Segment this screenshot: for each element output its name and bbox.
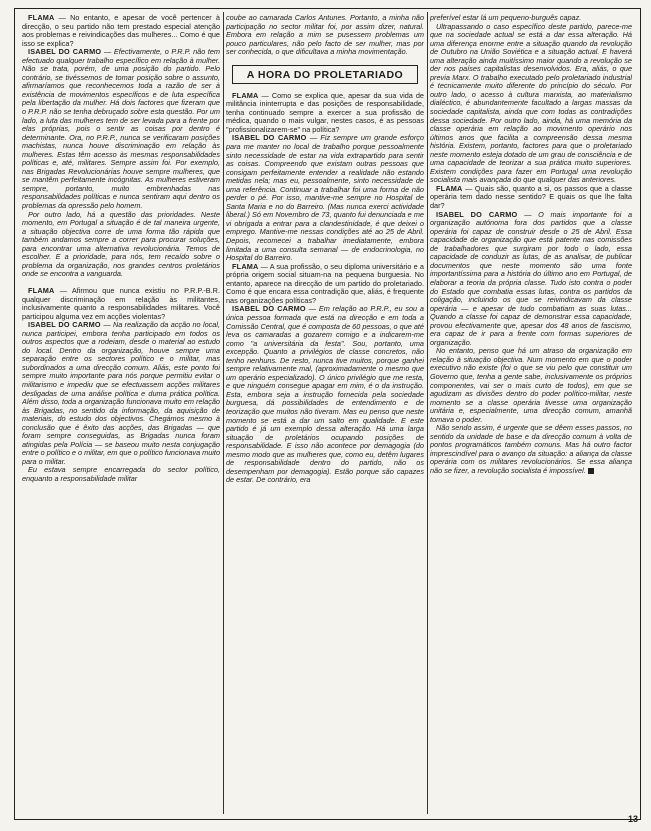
article-paragraph <box>22 287 220 321</box>
paragraph-text: — Fiz sempre um grande esforço para me manter no local de trabalho porque pessoalmente sinto necessidade de estar na vida extrapartido para sentir as coisas. Compreendo que existam outras pessoas que consigam perfeitamente entender a realidade não estando metidas nela; mas eu, pessoalmente, sinto necessidade de uma referência. Continuar a trabalhar foi uma forma de não perder o pé. Por isso, mantive-me sempre no Hospital de Santa Maria e no do Barreiro. (Mas nunca exerci actividade liberal.) Só em Novembro de 73, quanto fui denunciada e me vi obrigada a entrar para a clandestinidade, é que deixei o emprego. Mantive-me nessas condições até ao 25 de Abril. Depois, recomecei a trabalhar imediatamente, embora limitada a uma consulta semanal — de endocrinologia, no Hospital do Barreiro. <box>226 133 424 263</box>
speaker-name: ISABEL DO CARMO <box>232 133 310 143</box>
speaker-name: ISABEL DO CARMO <box>28 320 104 330</box>
section-title: A HORA DO PROLETARIADO <box>232 65 418 84</box>
paragraph-text: Não sendo assim, é urgente que se dêem esses passos, no sentido da unidade de base e da direcção comum à volta de pontos programáticos também comuns. Mas há outro factor imprescindível para o avanço da situação: a aliança da classe operária com os militares revolucionários. Se essa aliança não se fizer, a revolução socialista é impossível. <box>430 423 632 475</box>
paragraph-text: No entanto, penso que há um atraso da organização em relação à situação objectiva. Num momento em que o poder executivo não existe (foi o que se viu pelo que constituir um Governo que, tenha a gente sabe, inclusivamente os próprios componentes, vai ser o mais curto de todos), em que se agudizam as divisões dentro do poder político-militar, neste momento se a classe operária tivesse uma organização unitária e, especialmente, uma direcção comum, amanhã tomava o poder. <box>430 346 632 424</box>
speaker-name: ISABEL DO CARMO <box>232 304 309 314</box>
article-paragraph <box>22 48 220 210</box>
paragraph-text: — Afirmou que nunca existiu no P.R.P.-B.R. qualquer discriminação em relação às militantes, inclusivamente quanto a responsabilidades militares. Você participou alguma vez em acções violentas? <box>22 285 220 321</box>
article-paragraph <box>226 134 424 262</box>
speaker-name: ISABEL DO CARMO <box>436 209 525 219</box>
article-paragraph <box>430 211 632 348</box>
paragraph-text: — A sua profissão, o seu diploma universitário e a própria origem social situam-na na pequena burguesia. No entanto, aparece na direcção de um partido do proletariado. Como é que encara essa contradição que, aliás, é frequente nas organizações políticas? <box>226 261 424 305</box>
article-paragraph <box>430 23 632 185</box>
paragraph-text: — Como se explica que, apesar da sua vida de militância ininterrupta e das posições de responsabilidade, tenha continuado sempre a exercer a sua profissão de médica, quando o mais vulgar, nestes casos, é as pessoas "profissionalizarem-se" na política? <box>226 90 424 134</box>
paragraph-text: coube ao camarada Carlos Antunes. Portanto, a minha não participação no sector militar foi, por assim dizer, natural. Embora em relação a mim se pusessem problemas um pouco particulares, não pelo facto de ser mulher, mas por ser conhecida, o que dificultava a minha movimentação. <box>226 14 424 57</box>
column-3 <box>430 14 632 814</box>
article-paragraph <box>22 466 220 483</box>
article-paragraph <box>22 14 220 48</box>
speaker-name: FLAMA <box>232 261 261 271</box>
speaker-name: ISABEL DO CARMO <box>28 47 105 57</box>
column-1 <box>22 14 220 814</box>
paragraph-text: — O mais importante foi a organização autónoma fora dos partidos que a classe operária foi capaz de construir desde o 25 de Abril. Essa capacidade de organização que está patente nas comissões de trabalhadores que surgiram por todo o lado, essa capacidade de conduzir as lutas, de as analisar, de publicar documentos que neste momento são uma fonte importantíssima para a história do último ano em Portugal, de elaborar a teoria da própria classe. Tudo isto contra o poder do Estado que combatia essas lutas, contra os partidos da coligação, incluindo os que se reivindicavam da classe operária — e apesar de tudo combatiam as suas lutas... Quando a classe foi capaz de demonstrar essa capacidade, provou efectivamente que, apesar dos 48 anos de fascismo, era capaz de ir para a frente com formas superiores de organização. <box>430 209 632 347</box>
paragraph-text: Por outro lado, há a questão das prioridades. Neste momento, em Portugal a situação é de tal maneira urgente, a situação objectiva corre de uma forma tão rápida que também andamos sempre a correr para procurar soluções, para encontrar uma alternativa revolucionária. Temos de escolher. E a prioridade, para nós, tem recaído sobre o problema da organização, nos grandes centros proletários onde se encontra a vanguarda. <box>22 209 220 279</box>
speaker-name: FLAMA <box>28 14 59 22</box>
column-2 <box>226 14 424 814</box>
speaker-name: FLAMA <box>28 285 60 295</box>
paragraph-text: Ultrapassando o caso específico deste partido, parece-me que na sociedade actual se está a dar essa alteração. Há uma diferença enorme entre a situação quando da revolução de Outubro na União Soviética e a situação actual. E haverá uma alteração ainda muitíssimo maior quando a revolução se der nos países capitalistas desenvolvidos. Era, aliás, o que previa Marx. O trabalho executado pelo proletariado industrial é tecnicamente muito diferente do princípio do século. Por outro lado, o acesso à cultura marxista, ao materialismo dialéctico, é abundantemente facultado a largas massas da sociedade capitalista, ainda que com todas as contradições dessa sociedade. Por outro lado, ainda, há uma memória da classe operária em relação ao movimento operário nos últimos anos que facilita a compreensão dessa mesma história. Existem, portanto, factores para que o proletariado neste momento esteja dotado de um grau de consciência e de uma capacidade de teorizar a sua prática muito superiores. Existem condições para fazer em Portugal uma revolução socialista mais avançada do que qualquer das anteriores. <box>430 21 632 185</box>
end-mark <box>588 468 594 474</box>
article-paragraph <box>430 424 632 475</box>
article-paragraph <box>226 305 424 484</box>
paragraph-text: preferível estar lá um pequeno-burguês capaz. <box>430 14 582 22</box>
article-paragraph <box>430 347 632 424</box>
column-divider <box>427 12 428 814</box>
speaker-name: FLAMA <box>232 90 262 100</box>
article-paragraph <box>430 185 632 211</box>
page-number: 13 <box>628 814 639 824</box>
paragraph-text: — Em relação ao P.R.P., eu sou a única pessoa formada que está na direcção e em toda a Comissão Central, que é composta de 60 pessoas, o que até leva os camaradas a gozarem comigo e a indicarem-me como "a universitária da festa". Sou, portanto, uma excepção. Quanto a privilégios de classe concretos, não tenho nenhuns. De resto, nunca tive muitos, porque ganhei sempre relativamente mal, (aproximadamente o mesmo que um operário especializado). O único privilégio que me resta, e que ninguém consegue apagar em mim, é o da instrução. Esta, embora seja a instrução fornecida pela sociedade burguesa, dá possibilidades de entendimento e de teorização que muitos não tiveram. Mas eu penso que neste momento se está a dar um salto em qualidade. E este partido é já um exemplo dessa alteração. Há uma larga situação de proletários ocupando posições de responsabilidade. E isso não acontece por demagogia (do mesmo modo que as mulheres que, como eu, detêm lugares de responsabilidade dentro do partido, não os desempenham por demagogia). Estão porque são capazes de estar. De contrário, era <box>226 304 424 485</box>
column-divider <box>223 12 224 814</box>
paragraph-text: — Efectivamente, o P.R.P. não tem efectuado qualquer trabalho específico em relação à mulher. Não se trata, porém, de uma posição do partido. Pelo contrário, se tivéssemos de tomar posição sobre o assunto, afirmaríamos que reconhecemos toda a razão de ser à existência de movimentos específicos e de luta específica pela libertação da mulher. Há dois factores que fizeram que o P.R.P. não se tenha debruçado sobre esta questão. Por um lado, a luta das mulheres tem de ser levada para a frente por elas próprias, pois o sentir as coisas por dentro é determinante. Ora, no P.R.P., nunca se verificaram posições machistas, nunca houve discriminação em relação às mulheres. Estas têm acesso às mesmas responsabilidades políticas e, até, militares. Sempre assim foi. Por exemplo, nas Brigadas Revolucionárias houve sempre mulheres, que se mantêm perfeitamente incógnitas. As mulheres estiveram sempre, portanto, muito embrenhadas nas responsabilidades políticas e nunca sentiram aqui dentro os problemas da opressão pelo homem. <box>22 47 220 211</box>
article-paragraph <box>226 263 424 306</box>
article-paragraph <box>226 92 424 135</box>
article-paragraph <box>22 321 220 466</box>
paragraph-text: — No entanto, e apesar de você pertencer à direcção, o seu partido não tem prestado especial atenção aos problemas e reivindicações das mulheres... Como é que isso se explica? <box>22 14 220 48</box>
paragraph-text: — Quais são, quanto a si, os passos que a classe operária tem dado nesse sentido? E quais os que lhe falta dar? <box>430 183 632 211</box>
paragraph-text: — Na realização da acção no local, nunca participei, embora tenha participado em todos os outros aspectos que a rodeiam, desde o material ao estudo do local. Dentro da organização, houve sempre uma separação entre os sectores político e o militar, mas subordinados a uma direcção comum. Aliás, este ponto foi sempre muito importante para nós porque permitiu evitar o militarismo e impediu que se efectuassem acções militares desligadas de uma análise política e duma prática política. Além disso, toda a organização funcionava muito em relação às Brigadas, no sentido da informação, da aquisição de materiais, do estudo dos objectivos. Chegámos mesmo à conclusão que é êxito das acções, das Brigadas — que foram sempre conseguidas, as Brigadas nunca foram atingidas pela Polícia — se baseou muito nesta conjugação entre o político e o militar, em que o político funcionava muito para o militar. <box>22 320 220 466</box>
article-paragraph <box>22 211 220 279</box>
paragraph-text: Eu estava sempre encarregada do sector político, enquanto a responsabilidade militar <box>22 465 220 483</box>
article-paragraph <box>226 14 424 57</box>
speaker-name: FLAMA <box>436 183 466 193</box>
